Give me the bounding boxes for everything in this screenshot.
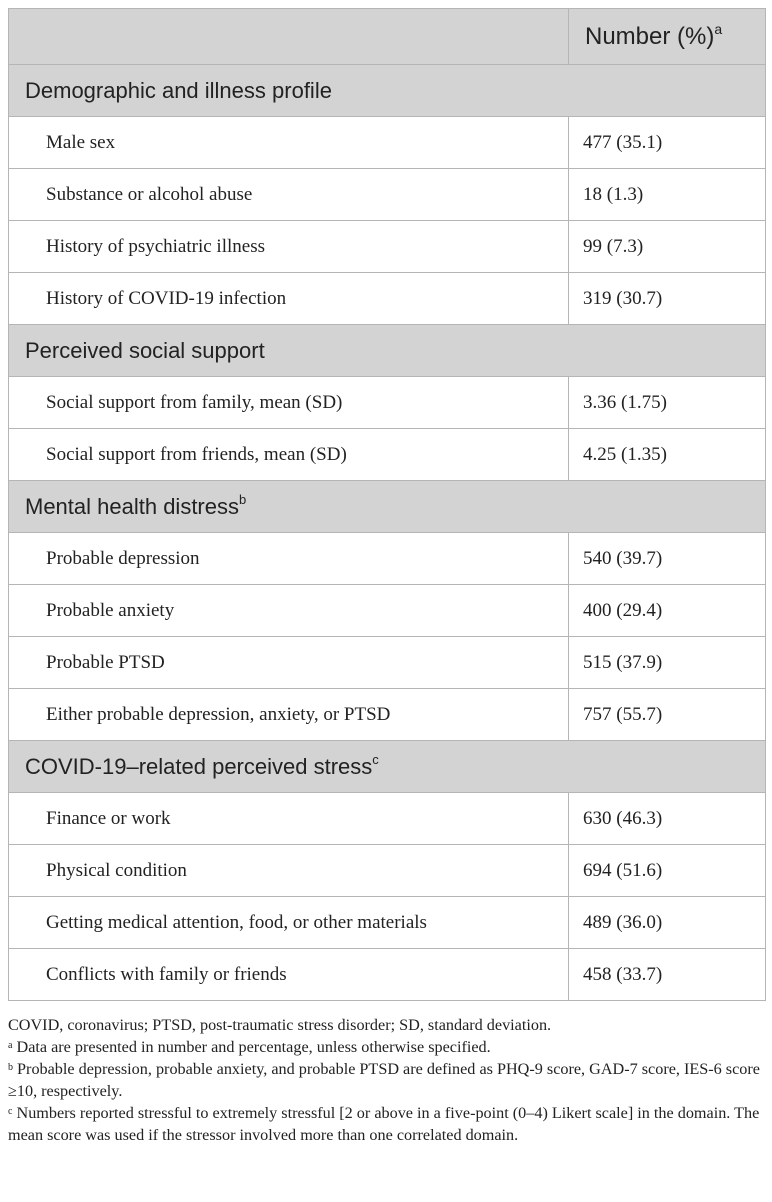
row-value: 477 (35.1) [569,117,766,169]
section-title-cell [9,741,766,793]
row-value: 18 (1.3) [569,169,766,221]
section-header-row [9,65,766,117]
row-label: Conflicts with family or friends [9,949,569,1001]
table-row [9,845,766,897]
row-label: Getting medical attention, food, or other materials [9,897,569,949]
row-label: Finance or work [9,793,569,845]
row-value: 757 (55.7) [569,689,766,741]
footnote-text: Probable depression, probable anxiety, and probable PTSD are defined as PHQ-9 score, GAD-7 score, IES-6 score ≥10, respectively. [8,1060,760,1100]
row-value: 319 (30.7) [569,273,766,325]
table-row [9,273,766,325]
header-row [9,9,766,65]
header-number-cell [569,9,766,65]
table-notes [8,1014,765,1146]
row-value: 630 (46.3) [569,793,766,845]
table-row [9,169,766,221]
section-header-row [9,481,766,533]
row-label: History of psychiatric illness [9,221,569,273]
table-row [9,377,766,429]
section-title-cell [9,481,766,533]
section-title-cell [9,325,766,377]
row-value: 515 (37.9) [569,637,766,689]
row-value: 694 (51.6) [569,845,766,897]
row-label: Probable anxiety [9,585,569,637]
table-row [9,637,766,689]
row-label: Substance or alcohol abuse [9,169,569,221]
table-row [9,533,766,585]
footnote-c [8,1102,765,1146]
row-value: 4.25 (1.35) [569,429,766,481]
header-number-label: Number (%) [585,22,715,50]
row-label: Physical condition [9,845,569,897]
footnote-text: Data are presented in number and percentage, unless otherwise specified. [12,1038,491,1056]
data-table [8,8,766,1001]
row-value: 400 (29.4) [569,585,766,637]
footnote-text: Numbers reported stressful to extremely stressful [2 or above in a five-point (0–4) Likert scale] in the domain. The mean score was used if the stressor involved more than one correlated domain. [8,1104,760,1144]
footnote-mark: a [8,1040,13,1051]
section-title: Demographic and illness profile [25,77,332,103]
table-row [9,429,766,481]
row-label: History of COVID-19 infection [9,273,569,325]
table-row [9,689,766,741]
section-footnote-mark: b [239,491,247,507]
section-footnote-mark: c [372,751,379,767]
row-value: 99 (7.3) [569,221,766,273]
section-title: Perceived social support [25,337,265,363]
header-label-cell [9,9,569,65]
row-label: Either probable depression, anxiety, or PTSD [9,689,569,741]
section-title: Mental health distress [25,493,239,519]
section-title: COVID-19–related perceived stress [25,753,373,779]
table-row [9,793,766,845]
row-label: Probable depression [9,533,569,585]
row-label: Social support from friends, mean (SD) [9,429,569,481]
table-row [9,221,766,273]
row-label: Probable PTSD [9,637,569,689]
header-footnote-mark: a [714,20,723,37]
footnote-a [8,1036,765,1058]
footnote-b [8,1058,765,1102]
row-value: 3.36 (1.75) [569,377,766,429]
table-row [9,949,766,1001]
table-row [9,117,766,169]
section-title-cell [9,65,766,117]
row-label: Social support from family, mean (SD) [9,377,569,429]
table-row [9,585,766,637]
row-value: 540 (39.7) [569,533,766,585]
row-value: 458 (33.7) [569,949,766,1001]
row-label: Male sex [9,117,569,169]
abbreviations-note: COVID, coronavirus; PTSD, post-traumatic stress disorder; SD, standard deviation. [8,1016,552,1034]
section-header-row [9,741,766,793]
footnote-mark: c [8,1106,13,1117]
footnote-mark: b [8,1062,13,1073]
table-row [9,897,766,949]
row-value: 489 (36.0) [569,897,766,949]
section-header-row [9,325,766,377]
